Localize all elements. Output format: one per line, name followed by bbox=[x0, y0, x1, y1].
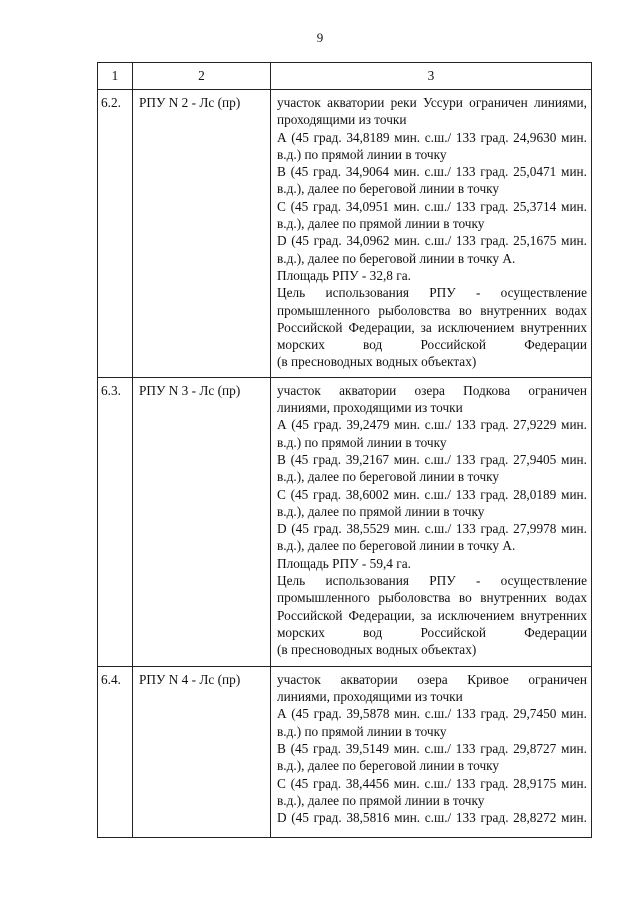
description-line: в.д.), далее по береговой линии в точку bbox=[277, 469, 500, 485]
header-col-2: 2 bbox=[133, 63, 271, 90]
description-line: в.д.), далее по береговой линии в точку А. bbox=[277, 538, 516, 554]
description-line: С (45 град. 38,4456 мин. с.ш./ 133 град. 28,9175 мин. bbox=[277, 775, 587, 791]
description-line: в.д.), далее по береговой линии в точку bbox=[277, 758, 500, 774]
description-line: в.д.), далее по береговой линии в точку bbox=[277, 181, 500, 197]
description-line: (в пресноводных водных объектах) bbox=[277, 354, 477, 370]
description-line: в.д.) по прямой линии в точку bbox=[277, 723, 447, 739]
row-description bbox=[271, 90, 592, 378]
header-row bbox=[98, 63, 592, 90]
table-row bbox=[98, 377, 592, 666]
description-line: в.д.), далее по прямой линии в точку bbox=[277, 792, 485, 808]
row-name: РПУ N 4 - Лс (пр) bbox=[133, 666, 271, 837]
row-name: РПУ N 3 - Лс (пр) bbox=[133, 377, 271, 666]
description-line: в.д.), далее по прямой линии в точку bbox=[277, 216, 485, 232]
description-line: А (45 град. 39,5878 мин. с.ш./ 133 град. 29,7450 мин. bbox=[277, 706, 587, 722]
description-line: участок акватории озера Кривое ограничен bbox=[277, 671, 587, 687]
description-line: В (45 град. 34,9064 мин. с.ш./ 133 град. 25,0471 мин. bbox=[277, 164, 587, 180]
page-number: 9 bbox=[316, 30, 324, 45]
description-line: С (45 град. 34,0951 мин. с.ш./ 133 град. 25,3714 мин. bbox=[277, 198, 587, 214]
description-line: В (45 град. 39,2167 мин. с.ш./ 133 град. 27,9405 мин. bbox=[277, 451, 587, 467]
description-line: Площадь РПУ - 32,8 га. bbox=[277, 267, 411, 283]
description-line: участок акватории озера Подкова ограничен bbox=[277, 382, 587, 398]
header-col-1: 1 bbox=[98, 63, 133, 90]
row-number: 6.2. bbox=[98, 90, 133, 378]
description-line: в.д.), далее по береговой линии в точку А. bbox=[277, 250, 516, 266]
table-row bbox=[98, 666, 592, 837]
description-line: Площадь РПУ - 59,4 га. bbox=[277, 555, 411, 571]
description-line: морских вод Российской Федерации bbox=[277, 624, 587, 640]
description-line: А (45 град. 39,2479 мин. с.ш./ 133 град. 27,9229 мин. bbox=[277, 417, 587, 433]
description-line: линиями, проходящими из точки bbox=[277, 689, 463, 705]
row-description bbox=[271, 377, 592, 666]
description-line: Российской Федерации, за исключением внутренних bbox=[277, 607, 587, 623]
description-line: морских вод Российской Федерации bbox=[277, 337, 587, 353]
table-row bbox=[98, 90, 592, 378]
description-line: в.д.) по прямой линии в точку bbox=[277, 434, 447, 450]
description-line: С (45 град. 38,6002 мин. с.ш./ 133 град. 28,0189 мин. bbox=[277, 486, 587, 502]
description-line: Цель использования РПУ - осуществление bbox=[277, 573, 587, 589]
description-line: (в пресноводных водных объектах) bbox=[277, 642, 477, 658]
description-line: участок акватории реки Уссури ограничен линиями, bbox=[277, 95, 587, 110]
description-line: А (45 град. 34,8189 мин. с.ш./ 133 град. 24,9630 мин. bbox=[277, 129, 587, 145]
description-line: линиями, проходящими из точки bbox=[277, 400, 463, 416]
row-description bbox=[271, 666, 592, 837]
header-col-3: 3 bbox=[271, 63, 592, 90]
description-line: в.д.) по прямой линии в точку bbox=[277, 146, 447, 162]
description-line: промышленного рыболовства во внутренних водах bbox=[277, 302, 587, 318]
description-line: Российской Федерации, за исключением внутренних bbox=[277, 319, 587, 335]
description-line: D (45 град. 38,5529 мин. с.ш./ 133 град. 27,9978 мин. bbox=[277, 521, 587, 537]
row-number: 6.4. bbox=[98, 666, 133, 837]
row-name: РПУ N 2 - Лс (пр) bbox=[133, 90, 271, 378]
row-number: 6.3. bbox=[98, 377, 133, 666]
description-line: D (45 град. 38,5816 мин. с.ш./ 133 град. 28,8272 мин. bbox=[277, 810, 587, 826]
description-line: в.д.), далее по прямой линии в точку bbox=[277, 503, 485, 519]
regulation-table bbox=[97, 62, 592, 838]
description-line: промышленного рыболовства во внутренних водах bbox=[277, 590, 587, 606]
description-line: проходящими из точки bbox=[277, 112, 407, 128]
description-line: В (45 град. 39,5149 мин. с.ш./ 133 град. 29,8727 мин. bbox=[277, 740, 587, 756]
description-line: Цель использования РПУ - осуществление bbox=[277, 285, 587, 301]
description-line: D (45 град. 34,0962 мин. с.ш./ 133 град. 25,1675 мин. bbox=[277, 233, 587, 249]
